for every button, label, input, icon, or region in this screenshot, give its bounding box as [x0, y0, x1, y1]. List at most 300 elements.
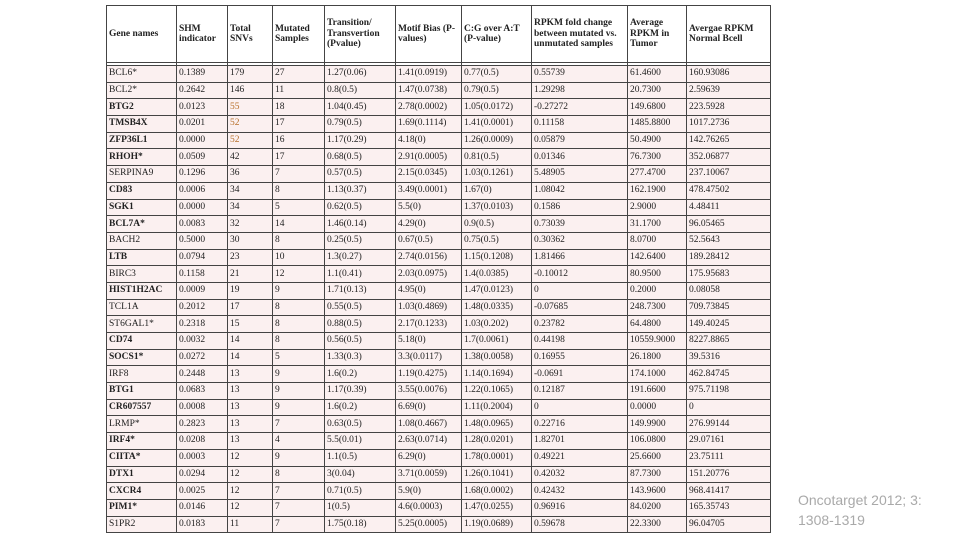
table-row	[107, 149, 771, 166]
table-row	[107, 466, 771, 483]
rpkm-normal-cell: 29.07161	[687, 433, 771, 450]
mutated-samples-cell: 5	[273, 349, 325, 366]
motif-bias-cell: 2.91(0.0005)	[396, 149, 462, 166]
fold-change-cell: 1.82701	[532, 433, 628, 450]
shm-cell: 0.0683	[177, 383, 228, 400]
transition-cell: 1.13(0.37)	[325, 182, 396, 199]
fold-change-cell: -0.0691	[532, 366, 628, 383]
rpkm-tumor-cell: 2.9000	[628, 199, 687, 216]
shm-cell: 0.0208	[177, 433, 228, 450]
fold-change-cell: 0	[532, 399, 628, 416]
table-row	[107, 249, 771, 266]
cg-at-cell: 1.19(0.0689)	[462, 516, 532, 533]
rpkm-normal-cell: 1017.2736	[687, 116, 771, 133]
gene-name-cell: SERPINA9	[107, 166, 177, 183]
table-row	[107, 132, 771, 149]
motif-bias-cell: 5.18(0)	[396, 333, 462, 350]
mutated-samples-cell: 8	[273, 466, 325, 483]
total-snvs-cell: 52	[228, 132, 273, 149]
cg-at-cell: 1.03(0.1261)	[462, 166, 532, 183]
column-header: C:G over A:T (P-value)	[462, 6, 532, 63]
cg-at-cell: 0.75(0.5)	[462, 232, 532, 249]
rpkm-normal-cell: 0.08058	[687, 282, 771, 299]
rpkm-normal-cell: 975.71198	[687, 383, 771, 400]
mutated-samples-cell: 7	[273, 483, 325, 500]
motif-bias-cell: 4.95(0)	[396, 282, 462, 299]
shm-cell: 0.1158	[177, 266, 228, 283]
rpkm-normal-cell: 151.20776	[687, 466, 771, 483]
total-snvs-cell: 146	[228, 82, 273, 99]
cg-at-cell: 1.67(0)	[462, 182, 532, 199]
table-row	[107, 483, 771, 500]
column-header: Avergae RPKM Normal Bcell	[687, 6, 771, 63]
table-row	[107, 166, 771, 183]
transition-cell: 1.1(0.5)	[325, 449, 396, 466]
motif-bias-cell: 3.49(0.0001)	[396, 182, 462, 199]
rpkm-normal-cell: 223.5928	[687, 99, 771, 116]
transition-cell: 1.1(0.41)	[325, 266, 396, 283]
rpkm-normal-cell: 165.35743	[687, 499, 771, 516]
cg-at-cell: 1.26(0.0009)	[462, 132, 532, 149]
cg-at-cell: 1.47(0.0123)	[462, 282, 532, 299]
rpkm-tumor-cell: 277.4700	[628, 166, 687, 183]
table-row	[107, 82, 771, 99]
rpkm-tumor-cell: 26.1800	[628, 349, 687, 366]
motif-bias-cell: 3.55(0.0076)	[396, 383, 462, 400]
shm-cell: 0.0032	[177, 333, 228, 350]
shm-cell: 0.2823	[177, 416, 228, 433]
motif-bias-cell: 1.03(0.4869)	[396, 299, 462, 316]
gene-name-cell: BCL6*	[107, 66, 177, 83]
motif-bias-cell: 1.69(0.1114)	[396, 116, 462, 133]
motif-bias-cell: 2.63(0.0714)	[396, 433, 462, 450]
rpkm-normal-cell: 4.48411	[687, 199, 771, 216]
rpkm-normal-cell: 39.5316	[687, 349, 771, 366]
cg-at-cell: 1.37(0.0103)	[462, 199, 532, 216]
total-snvs-cell: 13	[228, 383, 273, 400]
cg-at-cell: 1.38(0.0058)	[462, 349, 532, 366]
fold-change-cell: 0.01346	[532, 149, 628, 166]
table-row	[107, 416, 771, 433]
fold-change-cell: 0.11158	[532, 116, 628, 133]
mutated-samples-cell: 8	[273, 316, 325, 333]
column-header: Average RPKM in Tumor	[628, 6, 687, 63]
mutated-samples-cell: 8	[273, 299, 325, 316]
fold-change-cell: 0.55739	[532, 66, 628, 83]
transition-cell: 1.3(0.27)	[325, 249, 396, 266]
motif-bias-cell: 0.67(0.5)	[396, 232, 462, 249]
motif-bias-cell: 5.25(0.0005)	[396, 516, 462, 533]
transition-cell: 0.56(0.5)	[325, 333, 396, 350]
mutated-samples-cell: 17	[273, 116, 325, 133]
total-snvs-cell: 13	[228, 366, 273, 383]
cg-at-cell: 1.7(0.0061)	[462, 333, 532, 350]
rpkm-tumor-cell: 87.7300	[628, 466, 687, 483]
rpkm-normal-cell: 149.40245	[687, 316, 771, 333]
mutated-samples-cell: 17	[273, 149, 325, 166]
motif-bias-cell: 6.29(0)	[396, 449, 462, 466]
gene-name-cell: DTX1	[107, 466, 177, 483]
total-snvs-cell: 13	[228, 416, 273, 433]
mutated-samples-cell: 9	[273, 366, 325, 383]
motif-bias-cell: 4.29(0)	[396, 216, 462, 233]
table-row	[107, 66, 771, 83]
table-row	[107, 399, 771, 416]
motif-bias-cell: 2.17(0.1233)	[396, 316, 462, 333]
transition-cell: 1.6(0.2)	[325, 366, 396, 383]
fold-change-cell: 0	[532, 282, 628, 299]
cg-at-cell: 1.78(0.0001)	[462, 449, 532, 466]
motif-bias-cell: 1.19(0.4275)	[396, 366, 462, 383]
motif-bias-cell: 1.08(0.4667)	[396, 416, 462, 433]
cg-at-cell: 1.68(0.0002)	[462, 483, 532, 500]
mutated-samples-cell: 8	[273, 333, 325, 350]
fold-change-cell: 0.1586	[532, 199, 628, 216]
cg-at-cell: 1.05(0.0172)	[462, 99, 532, 116]
transition-cell: 1.33(0.3)	[325, 349, 396, 366]
mutated-samples-cell: 9	[273, 449, 325, 466]
rpkm-normal-cell: 237.10067	[687, 166, 771, 183]
transition-cell: 0.68(0.5)	[325, 149, 396, 166]
gene-name-cell: ZFP36L1	[107, 132, 177, 149]
column-header: Gene names	[107, 6, 177, 63]
shm-cell: 0.0006	[177, 182, 228, 199]
rpkm-tumor-cell: 162.1900	[628, 182, 687, 199]
transition-cell: 0.55(0.5)	[325, 299, 396, 316]
total-snvs-cell: 21	[228, 266, 273, 283]
table-row	[107, 199, 771, 216]
shm-cell: 0.0000	[177, 199, 228, 216]
mutated-samples-cell: 10	[273, 249, 325, 266]
gene-name-cell: BTG1	[107, 383, 177, 400]
table-row	[107, 232, 771, 249]
column-header: Motif Bias (P-values)	[396, 6, 462, 63]
citation-text: Oncotarget 2012; 3: 1308-1319	[798, 492, 922, 528]
gene-name-cell: ST6GAL1*	[107, 316, 177, 333]
shm-cell: 0.0000	[177, 132, 228, 149]
total-snvs-cell: 14	[228, 349, 273, 366]
shm-cell: 0.0008	[177, 399, 228, 416]
transition-cell: 0.8(0.5)	[325, 82, 396, 99]
cg-at-cell: 0.9(0.5)	[462, 216, 532, 233]
table-row	[107, 499, 771, 516]
table-row	[107, 316, 771, 333]
fold-change-cell: 0.16955	[532, 349, 628, 366]
mutated-samples-cell: 14	[273, 216, 325, 233]
rpkm-tumor-cell: 61.4600	[628, 66, 687, 83]
fold-change-cell: 0.42432	[532, 483, 628, 500]
rpkm-normal-cell: 96.04705	[687, 516, 771, 533]
total-snvs-cell: 15	[228, 316, 273, 333]
motif-bias-cell: 5.5(0)	[396, 199, 462, 216]
cg-at-cell: 1.15(0.1208)	[462, 249, 532, 266]
shm-cell: 0.2318	[177, 316, 228, 333]
mutated-samples-cell: 8	[273, 232, 325, 249]
shm-cell: 0.1296	[177, 166, 228, 183]
column-header: Total SNVs	[228, 6, 273, 63]
rpkm-tumor-cell: 10559.9000	[628, 333, 687, 350]
rpkm-normal-cell: 276.99144	[687, 416, 771, 433]
total-snvs-cell: 42	[228, 149, 273, 166]
fold-change-cell: -0.07685	[532, 299, 628, 316]
fold-change-cell: 0.22716	[532, 416, 628, 433]
mutated-samples-cell: 4	[273, 433, 325, 450]
shm-cell: 0.0794	[177, 249, 228, 266]
cg-at-cell: 0.77(0.5)	[462, 66, 532, 83]
gene-name-cell: CXCR4	[107, 483, 177, 500]
transition-cell: 0.88(0.5)	[325, 316, 396, 333]
fold-change-cell: 0.59678	[532, 516, 628, 533]
total-snvs-cell: 34	[228, 182, 273, 199]
rpkm-tumor-cell: 1485.8800	[628, 116, 687, 133]
cg-at-cell: 1.4(0.0385)	[462, 266, 532, 283]
mutated-samples-cell: 7	[273, 166, 325, 183]
gene-table-frame	[106, 5, 770, 529]
column-header: SHM indicator	[177, 6, 228, 63]
transition-cell: 3(0.04)	[325, 466, 396, 483]
mutated-samples-cell: 16	[273, 132, 325, 149]
gene-name-cell: S1PR2	[107, 516, 177, 533]
fold-change-cell: 1.81466	[532, 249, 628, 266]
fold-change-cell: 0.30362	[532, 232, 628, 249]
rpkm-normal-cell: 96.05465	[687, 216, 771, 233]
transition-cell: 1.27(0.06)	[325, 66, 396, 83]
mutated-samples-cell: 9	[273, 282, 325, 299]
transition-cell: 1(0.5)	[325, 499, 396, 516]
transition-cell: 0.62(0.5)	[325, 199, 396, 216]
motif-bias-cell: 4.6(0.0003)	[396, 499, 462, 516]
fold-change-cell: 0.12187	[532, 383, 628, 400]
cg-at-cell: 1.28(0.0201)	[462, 433, 532, 450]
motif-bias-cell: 3.3(0.0117)	[396, 349, 462, 366]
total-snvs-cell: 13	[228, 399, 273, 416]
shm-cell: 0.0123	[177, 99, 228, 116]
mutated-samples-cell: 5	[273, 199, 325, 216]
transition-cell: 1.17(0.39)	[325, 383, 396, 400]
shm-cell: 0.5000	[177, 232, 228, 249]
rpkm-tumor-cell: 20.7300	[628, 82, 687, 99]
rpkm-tumor-cell: 143.9600	[628, 483, 687, 500]
table-row	[107, 449, 771, 466]
rpkm-normal-cell: 2.59639	[687, 82, 771, 99]
fold-change-cell: 1.29298	[532, 82, 628, 99]
motif-bias-cell: 3.71(0.0059)	[396, 466, 462, 483]
rpkm-normal-cell: 175.95683	[687, 266, 771, 283]
gene-table	[106, 5, 771, 533]
total-snvs-cell: 17	[228, 299, 273, 316]
rpkm-tumor-cell: 248.7300	[628, 299, 687, 316]
gene-name-cell: SOCS1*	[107, 349, 177, 366]
mutated-samples-cell: 18	[273, 99, 325, 116]
rpkm-normal-cell: 462.84745	[687, 366, 771, 383]
shm-cell: 0.0146	[177, 499, 228, 516]
transition-cell: 0.71(0.5)	[325, 483, 396, 500]
rpkm-normal-cell: 352.06877	[687, 149, 771, 166]
rpkm-tumor-cell: 106.0800	[628, 433, 687, 450]
gene-name-cell: LRMP*	[107, 416, 177, 433]
gene-name-cell: BACH2	[107, 232, 177, 249]
cg-at-cell: 1.22(0.1065)	[462, 383, 532, 400]
rpkm-normal-cell: 160.93086	[687, 66, 771, 83]
total-snvs-cell: 12	[228, 483, 273, 500]
shm-cell: 0.0272	[177, 349, 228, 366]
table-row	[107, 216, 771, 233]
rpkm-tumor-cell: 76.7300	[628, 149, 687, 166]
motif-bias-cell: 2.15(0.0345)	[396, 166, 462, 183]
rpkm-normal-cell: 968.41417	[687, 483, 771, 500]
shm-cell: 0.0294	[177, 466, 228, 483]
total-snvs-cell: 19	[228, 282, 273, 299]
cg-at-cell: 1.14(0.1694)	[462, 366, 532, 383]
fold-change-cell: 5.48905	[532, 166, 628, 183]
header-row	[107, 6, 771, 63]
table-row	[107, 182, 771, 199]
fold-change-cell: 1.08042	[532, 182, 628, 199]
mutated-samples-cell: 27	[273, 66, 325, 83]
mutated-samples-cell: 9	[273, 383, 325, 400]
rpkm-normal-cell: 8227.8865	[687, 333, 771, 350]
total-snvs-cell: 12	[228, 466, 273, 483]
fold-change-cell: -0.10012	[532, 266, 628, 283]
gene-name-cell: BCL7A*	[107, 216, 177, 233]
rpkm-tumor-cell: 50.4900	[628, 132, 687, 149]
transition-cell: 1.6(0.2)	[325, 399, 396, 416]
table-row	[107, 99, 771, 116]
table-row	[107, 333, 771, 350]
shm-cell: 0.0509	[177, 149, 228, 166]
rpkm-tumor-cell: 149.9900	[628, 416, 687, 433]
shm-cell: 0.1389	[177, 66, 228, 83]
mutated-samples-cell: 7	[273, 499, 325, 516]
table-row	[107, 299, 771, 316]
shm-cell: 0.2642	[177, 82, 228, 99]
transition-cell: 1.71(0.13)	[325, 282, 396, 299]
cg-at-cell: 1.48(0.0965)	[462, 416, 532, 433]
transition-cell: 1.46(0.14)	[325, 216, 396, 233]
shm-cell: 0.0025	[177, 483, 228, 500]
total-snvs-cell: 32	[228, 216, 273, 233]
rpkm-tumor-cell: 64.4800	[628, 316, 687, 333]
rpkm-tumor-cell: 142.6400	[628, 249, 687, 266]
fold-change-cell: 0.23782	[532, 316, 628, 333]
total-snvs-cell: 30	[228, 232, 273, 249]
motif-bias-cell: 2.74(0.0156)	[396, 249, 462, 266]
cg-at-cell: 1.26(0.1041)	[462, 466, 532, 483]
table-row	[107, 266, 771, 283]
gene-name-cell: CD83	[107, 182, 177, 199]
fold-change-cell: 0.49221	[532, 449, 628, 466]
mutated-samples-cell: 7	[273, 516, 325, 533]
rpkm-normal-cell: 142.76265	[687, 132, 771, 149]
transition-cell: 1.04(0.45)	[325, 99, 396, 116]
gene-name-cell: LTB	[107, 249, 177, 266]
gene-name-cell: CR607557	[107, 399, 177, 416]
gene-name-cell: HIST1H2AC	[107, 282, 177, 299]
rpkm-tumor-cell: 149.6800	[628, 99, 687, 116]
shm-cell: 0.0183	[177, 516, 228, 533]
table-row	[107, 366, 771, 383]
rpkm-tumor-cell: 8.0700	[628, 232, 687, 249]
transition-cell: 0.25(0.5)	[325, 232, 396, 249]
fold-change-cell: 0.44198	[532, 333, 628, 350]
table-row	[107, 433, 771, 450]
motif-bias-cell: 6.69(0)	[396, 399, 462, 416]
rpkm-tumor-cell: 0.0000	[628, 399, 687, 416]
total-snvs-cell: 12	[228, 449, 273, 466]
gene-name-cell: SGK1	[107, 199, 177, 216]
shm-cell: 0.0201	[177, 116, 228, 133]
table-row	[107, 282, 771, 299]
rpkm-normal-cell: 478.47502	[687, 182, 771, 199]
transition-cell: 1.75(0.18)	[325, 516, 396, 533]
column-header: RPKM fold change between mutated vs. unmutated samples	[532, 6, 628, 63]
rpkm-normal-cell: 23.75111	[687, 449, 771, 466]
fold-change-cell: 0.96916	[532, 499, 628, 516]
cg-at-cell: 0.79(0.5)	[462, 82, 532, 99]
motif-bias-cell: 5.9(0)	[396, 483, 462, 500]
cg-at-cell: 0.81(0.5)	[462, 149, 532, 166]
rpkm-tumor-cell: 22.3300	[628, 516, 687, 533]
rpkm-normal-cell: 0	[687, 399, 771, 416]
column-header: Transition/ Transvertion (Pvalue)	[325, 6, 396, 63]
gene-name-cell: IRF4*	[107, 433, 177, 450]
gene-name-cell: RHOH*	[107, 149, 177, 166]
shm-cell: 0.0003	[177, 449, 228, 466]
total-snvs-cell: 12	[228, 499, 273, 516]
total-snvs-cell: 11	[228, 516, 273, 533]
gene-name-cell: BIRC3	[107, 266, 177, 283]
shm-cell: 0.0009	[177, 282, 228, 299]
total-snvs-cell: 55	[228, 99, 273, 116]
motif-bias-cell: 4.18(0)	[396, 132, 462, 149]
mutated-samples-cell: 11	[273, 82, 325, 99]
table-header	[107, 6, 771, 63]
total-snvs-cell: 179	[228, 66, 273, 83]
shm-cell: 0.2448	[177, 366, 228, 383]
transition-cell: 0.79(0.5)	[325, 116, 396, 133]
rpkm-tumor-cell: 0.2000	[628, 282, 687, 299]
fold-change-cell: 0.73039	[532, 216, 628, 233]
motif-bias-cell: 2.03(0.0975)	[396, 266, 462, 283]
rpkm-normal-cell: 709.73845	[687, 299, 771, 316]
rpkm-tumor-cell: 25.6600	[628, 449, 687, 466]
shm-cell: 0.0083	[177, 216, 228, 233]
gene-name-cell: TCL1A	[107, 299, 177, 316]
table-row	[107, 383, 771, 400]
gene-name-cell: IRF8	[107, 366, 177, 383]
cg-at-cell: 1.41(0.0001)	[462, 116, 532, 133]
rpkm-tumor-cell: 31.1700	[628, 216, 687, 233]
cg-at-cell: 1.47(0.0255)	[462, 499, 532, 516]
transition-cell: 5.5(0.01)	[325, 433, 396, 450]
column-header: Mutated Samples	[273, 6, 325, 63]
table-row	[107, 516, 771, 533]
motif-bias-cell: 2.78(0.0002)	[396, 99, 462, 116]
fold-change-cell: 0.42032	[532, 466, 628, 483]
mutated-samples-cell: 12	[273, 266, 325, 283]
gene-name-cell: CIITA*	[107, 449, 177, 466]
mutated-samples-cell: 9	[273, 399, 325, 416]
table-body	[107, 63, 771, 533]
table-row	[107, 349, 771, 366]
motif-bias-cell: 1.41(0.0919)	[396, 66, 462, 83]
cg-at-cell: 1.03(0.202)	[462, 316, 532, 333]
rpkm-normal-cell: 189.28412	[687, 249, 771, 266]
total-snvs-cell: 23	[228, 249, 273, 266]
gene-name-cell: TMSB4X	[107, 116, 177, 133]
rpkm-tumor-cell: 80.9500	[628, 266, 687, 283]
gene-name-cell: PIM1*	[107, 499, 177, 516]
